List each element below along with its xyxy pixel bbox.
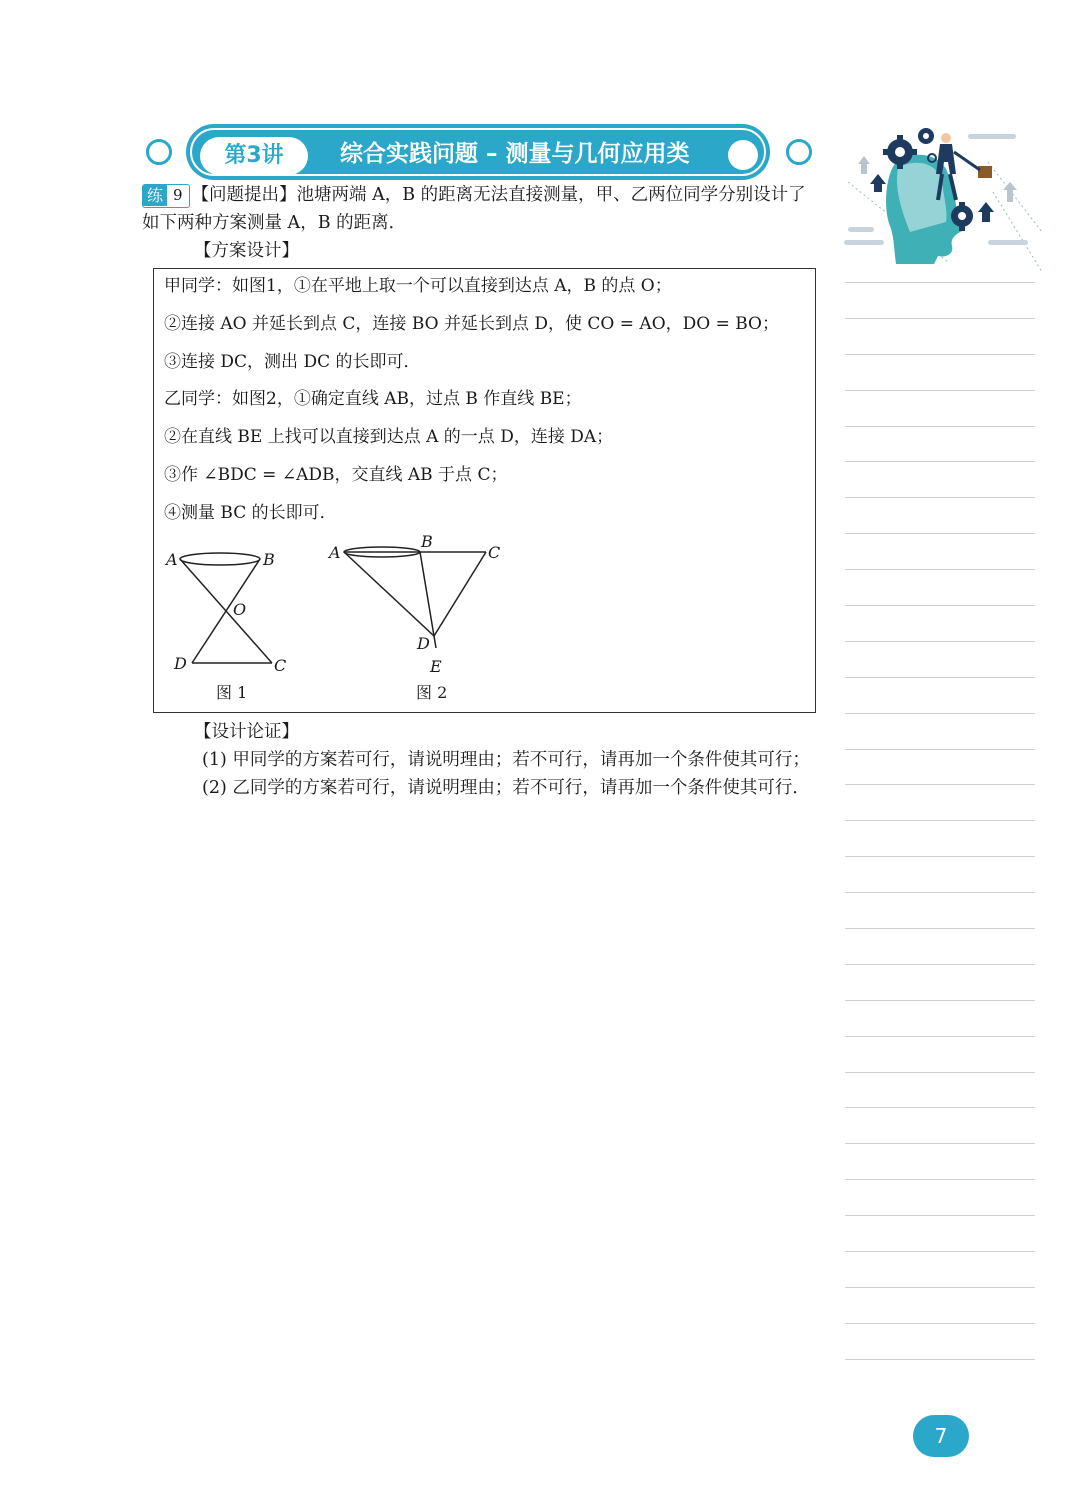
- note-line: [845, 497, 1035, 498]
- note-line: [845, 1323, 1035, 1324]
- fig1-label-C: C: [274, 656, 287, 675]
- scheme-line-7: ④测量 BC 的长即可．: [164, 503, 337, 523]
- exercise-intro-line1: [142, 181, 806, 209]
- fig1-label-O: O: [233, 600, 247, 619]
- note-line: [845, 569, 1035, 570]
- note-line: [845, 1036, 1035, 1037]
- note-line: [845, 1179, 1035, 1180]
- header-circle-left: [146, 139, 172, 165]
- note-line: [845, 641, 1035, 642]
- scheme-line-3: ③连接 DC，测出 DC 的长即可．: [164, 352, 421, 372]
- banner-frame: [190, 128, 766, 176]
- exercise-intro-line2: 如下两种方案测量 A，B 的距离．: [142, 213, 407, 233]
- question-1: (1) 甲同学的方案若可行，请说明理由；若不可行，请再加一个条件使其可行；: [202, 750, 810, 770]
- exercise-badge-number: 9: [173, 185, 183, 204]
- note-line: [845, 749, 1035, 750]
- note-line: [845, 426, 1035, 427]
- note-line: [845, 1359, 1035, 1360]
- scheme-line-5: ②在直线 BE 上找可以直接到达点 A 的一点 D，连接 DA；: [164, 427, 614, 447]
- header-circle-right: [786, 139, 812, 165]
- fig2-segment-DC: [434, 552, 486, 636]
- note-line: [845, 318, 1035, 319]
- design-heading: 【方案设计】: [194, 241, 299, 261]
- question-2: (2) 乙同学的方案若可行，请说明理由；若不可行，请再加一个条件使其可行．: [202, 778, 810, 798]
- figure-1-caption: 图 1: [216, 683, 248, 702]
- fig2-label-B: B: [421, 532, 433, 551]
- note-line: [845, 282, 1035, 283]
- note-line: [845, 892, 1035, 893]
- note-line: [845, 390, 1035, 391]
- fig1-pond: [180, 553, 260, 565]
- fig2-label-D: D: [417, 634, 430, 653]
- business-gears-illustration: [838, 122, 1044, 272]
- lecture-label: 第3讲: [200, 137, 308, 175]
- note-line: [845, 533, 1035, 534]
- exercise-badge-label: 练: [143, 185, 167, 206]
- problem-statement: 【问题提出】池塘两端 A，B 的距离无法直接测量，甲、乙两位同学分别设计了: [191, 185, 806, 205]
- note-line: [845, 713, 1035, 714]
- fig2-label-C: C: [488, 543, 501, 562]
- note-line: [845, 605, 1035, 606]
- note-line: [845, 1251, 1035, 1252]
- fig1-segment-BD: [192, 559, 260, 663]
- note-line: [845, 928, 1035, 929]
- exercise-badge: [142, 184, 190, 208]
- fig1-label-A: A: [166, 550, 178, 569]
- note-line: [845, 1143, 1035, 1144]
- fig2-label-A: A: [329, 543, 341, 562]
- note-line: [845, 354, 1035, 355]
- banner-end-dot: [728, 140, 758, 170]
- note-line: [845, 677, 1035, 678]
- page-number: 7: [913, 1415, 969, 1457]
- scheme-line-1: 甲同学：如图1，①在平地上取一个可以直接到达点 A，B 的点 O；: [164, 276, 672, 296]
- scheme-line-4: 乙同学：如图2，①确定直线 AB，过点 B 作直线 BE；: [164, 389, 582, 409]
- figure-2-caption: 图 2: [416, 683, 448, 702]
- note-line: [845, 964, 1035, 965]
- note-line: [845, 820, 1035, 821]
- proof-heading: 【设计论证】: [194, 722, 299, 742]
- note-line: [845, 1107, 1035, 1108]
- fig2-segment-AD: [344, 552, 434, 636]
- chapter-banner: [186, 124, 770, 180]
- note-line: [845, 856, 1035, 857]
- scheme-line-6: ③作 ∠BDC = ∠ADB，交直线 AB 于点 C；: [164, 465, 508, 485]
- fig1-label-B: B: [263, 550, 275, 569]
- note-line: [845, 1000, 1035, 1001]
- chapter-title: 综合实践问题 – 测量与几何应用类: [340, 141, 690, 167]
- note-line: [845, 1287, 1035, 1288]
- note-line: [845, 784, 1035, 785]
- note-line: [845, 1215, 1035, 1216]
- fig2-label-E: E: [430, 657, 442, 676]
- scheme-line-2: ②连接 AO 并延长到点 C，连接 BO 并延长到点 D，使 CO = AO，DO = BO；: [164, 314, 779, 334]
- note-line: [845, 461, 1035, 462]
- fig1-label-D: D: [174, 654, 187, 673]
- note-line: [845, 1072, 1035, 1073]
- note-lines: [845, 282, 1035, 1395]
